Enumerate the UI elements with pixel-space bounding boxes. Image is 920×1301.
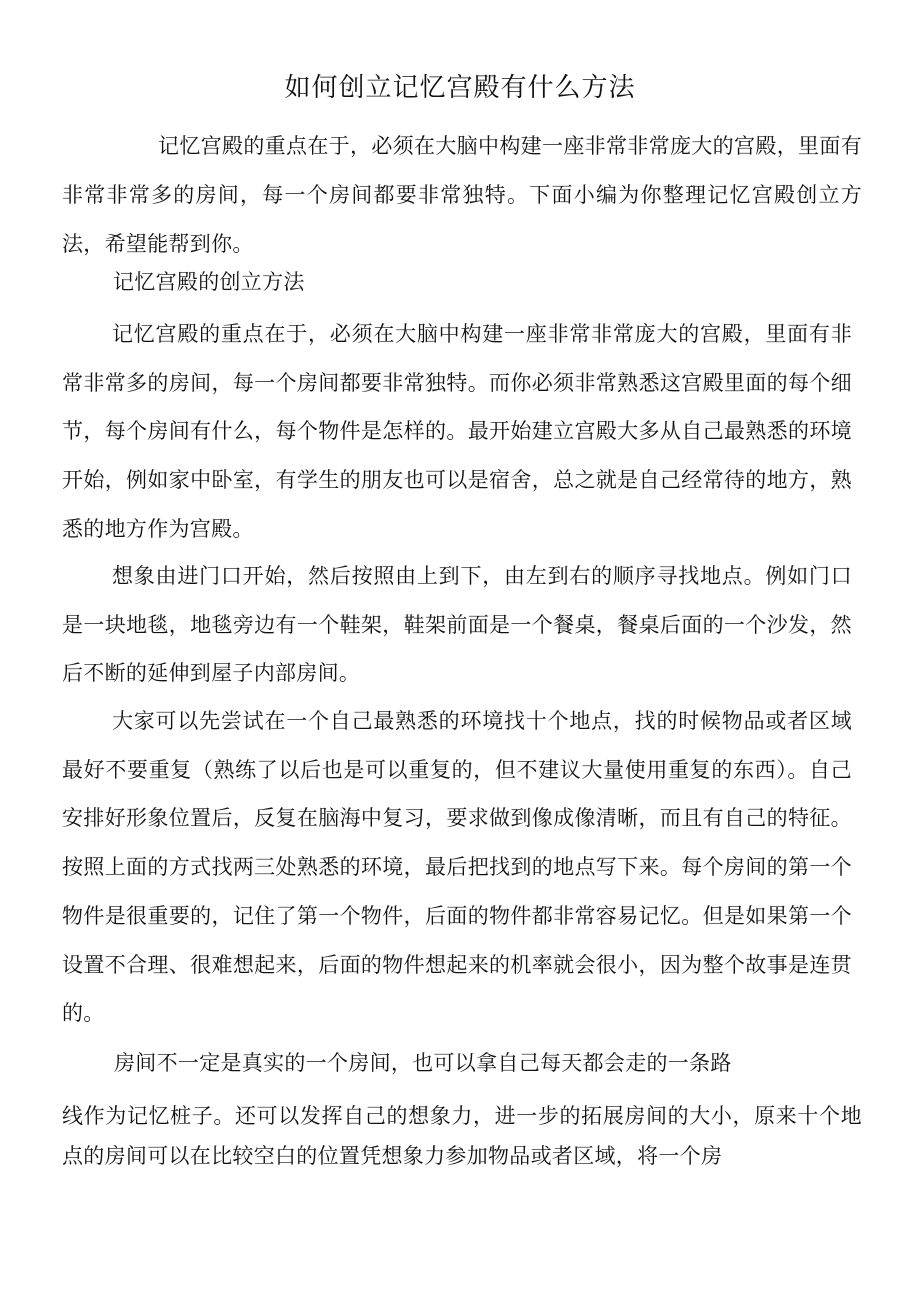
intro-paragraph: 记忆宫殿的重点在于，必须在大脑中构建一座非常非常庞大的宫殿，里面有非常非常多的房间，每一个房间都要非常独特。下面小编为你整理记忆宫殿创立方法，希望能帮到你。 (62, 134, 862, 256)
body-paragraph-3: 大家可以先尝试在一个自己最熟悉的环境找十个地点，找的时候物品或者区域最好不要重复（熟练了以后也是可以重复的，但不建议大量使用重复的东西）。自己安排好形象位置后，反复在脑海中复习，要求做到像成像清晰，而且有自己的特征。按照上面的方式找两三处熟悉的环境，最后把找到的地点写下来。每个房间的第一个物件是很重要的，记住了第一个物件，后面的物件都非常容易记忆。但是如果第一个设置不合理、很难想起来，后面的物件想起来的机率就会很小，因为整个故事是连贯的。 (62, 709, 852, 1026)
room-paragraph-continued: 线作为记忆桩子。还可以发挥自己的想象力，进一步的拓展房间的大小，原来十个地点的房间可以在比较空白的位置凭想象力参加物品或者区域，将一个房 (62, 1104, 862, 1168)
body-paragraph-1: 记忆宫殿的重点在于，必须在大脑中构建一座非常非常庞大的宫殿，里面有非常非常多的房间，每一个房间都要非常独特。而你必须非常熟悉这宫殿里面的每个细节，每个房间有什么，每个物件是怎样的。最开始建立宫殿大多从自己最熟悉的环境开始，例如家中卧室，有学生的朋友也可以是宿舍，总之就是自己经常待的地方，熟悉的地方作为宫殿。 (62, 322, 852, 541)
section-heading: 记忆宫殿的创立方法 (113, 270, 305, 294)
room-paragraph-first-line: 房间不一定是真实的一个房间，也可以拿自己每天都会走的一条路 (114, 1051, 732, 1075)
document-title: 如何创立记忆宫殿有什么方法 (284, 73, 636, 103)
body-paragraph-2: 想象由进门口开始，然后按照由上到下，由左到右的顺序寻找地点。例如门口是一块地毯，地毯旁边有一个鞋架，鞋架前面是一个餐桌，餐桌后面的一个沙发，然后不断的延伸到屋子内部房间。 (62, 564, 852, 686)
